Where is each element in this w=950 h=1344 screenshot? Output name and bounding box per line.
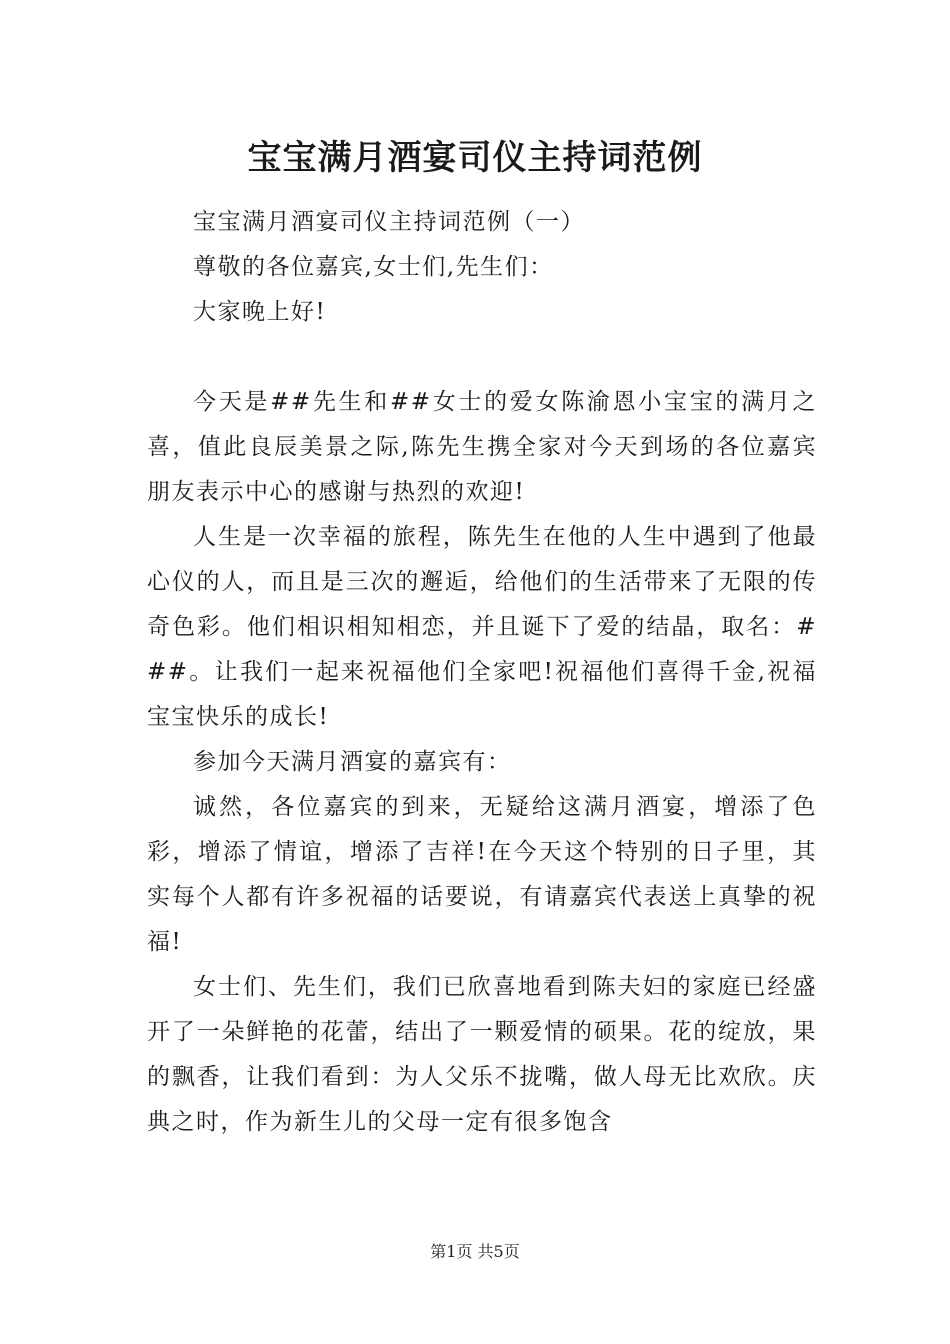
paragraph-welcome: 今天是##先生和##女士的爱女陈渝恩小宝宝的满月之喜，值此良辰美景之际,陈先生携全家对今天到场的各位嘉宾朋友表示中心的感谢与热烈的欢迎!: [147, 389, 817, 505]
paragraph-greeting: 大家晚上好!: [193, 299, 327, 325]
page-footer: 第1页 共5页: [430, 1242, 520, 1261]
paragraph-blessing: 诚然，各位嘉宾的到来，无疑给这满月酒宴，增添了色彩，增添了情谊，增添了吉祥!在今天这个特别的日子里，其实每个人都有许多祝福的话要说，有请嘉宾代表送上真挚的祝福!: [147, 794, 817, 955]
document-title: 宝宝满月酒宴司仪主持词范例: [247, 138, 703, 178]
paragraph-story: 人生是一次幸福的旅程，陈先生在他的人生中遇到了他最心仪的人，而且是三次的邂逅，给他们的生活带来了无限的传奇色彩。他们相识相知相恋，并且诞下了爱的结晶，取名：###。让我们一起来祝福他们全家吧!祝福他们喜得千金,祝福宝宝快乐的成长!: [147, 524, 817, 730]
paragraph-celebration: 女士们、先生们，我们已欣喜地看到陈夫妇的家庭已经盛开了一朵鲜艳的花蕾，结出了一颗爱情的硕果。花的绽放，果的飘香，让我们看到：为人父乐不拢嘴，做人母无比欢欣。庆典之时，作为新生儿的父母一定有很多饱含: [147, 974, 817, 1135]
paragraph-subtitle: 宝宝满月酒宴司仪主持词范例（一）: [193, 209, 585, 235]
paragraph-salutation: 尊敬的各位嘉宾,女士们,先生们：: [193, 254, 554, 280]
paragraph-guests: 参加今天满月酒宴的嘉宾有：: [193, 749, 512, 775]
document-body: [147, 200, 817, 1145]
